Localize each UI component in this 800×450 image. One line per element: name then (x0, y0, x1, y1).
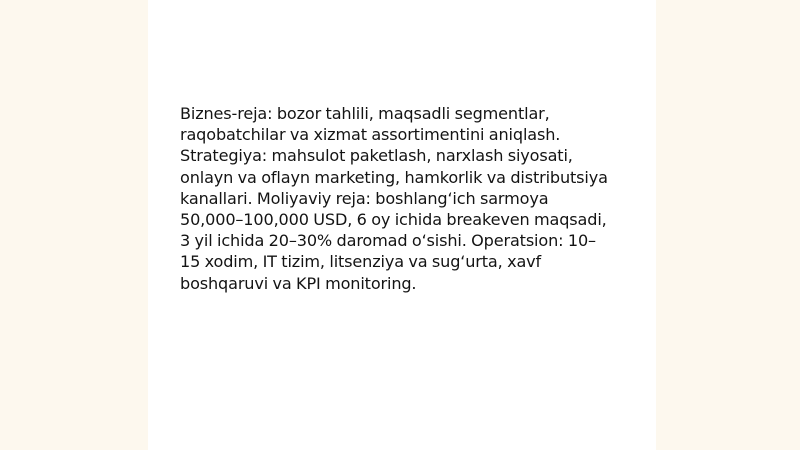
paragraph-line-4: onlayn va oflayn marketing, hamkorlik va distributsiya (180, 167, 608, 187)
paragraph-line-3: Strategiya: mahsulot paketlash, narxlash siyosati, (180, 146, 573, 166)
paragraph-line-7: 3 yil ichida 20–30% daromad o‘sishi. Operatsion: 10– (180, 231, 596, 251)
paragraph-line-6: 50,000–100,000 USD, 6 oy ichida breakeven maqsadi, (180, 210, 607, 230)
paragraph-line-9: boshqaruvi va KPI monitoring. (180, 273, 417, 293)
document-page (148, 0, 656, 450)
paragraph-line-5: kanallari. Moliyaviy reja: boshlang‘ich sarmoya (180, 188, 549, 208)
paragraph-line-8: 15 xodim, IT tizim, litsenziya va sug‘urta, xavf (180, 252, 542, 272)
paragraph-line-1: Biznes-reja: bozor tahlili, maqsadli segmentlar, (180, 104, 550, 123)
paragraph-line-2: raqobatchilar va xizmat assortimentini aniqlash. (180, 125, 561, 145)
business-plan-paragraph (180, 103, 632, 294)
